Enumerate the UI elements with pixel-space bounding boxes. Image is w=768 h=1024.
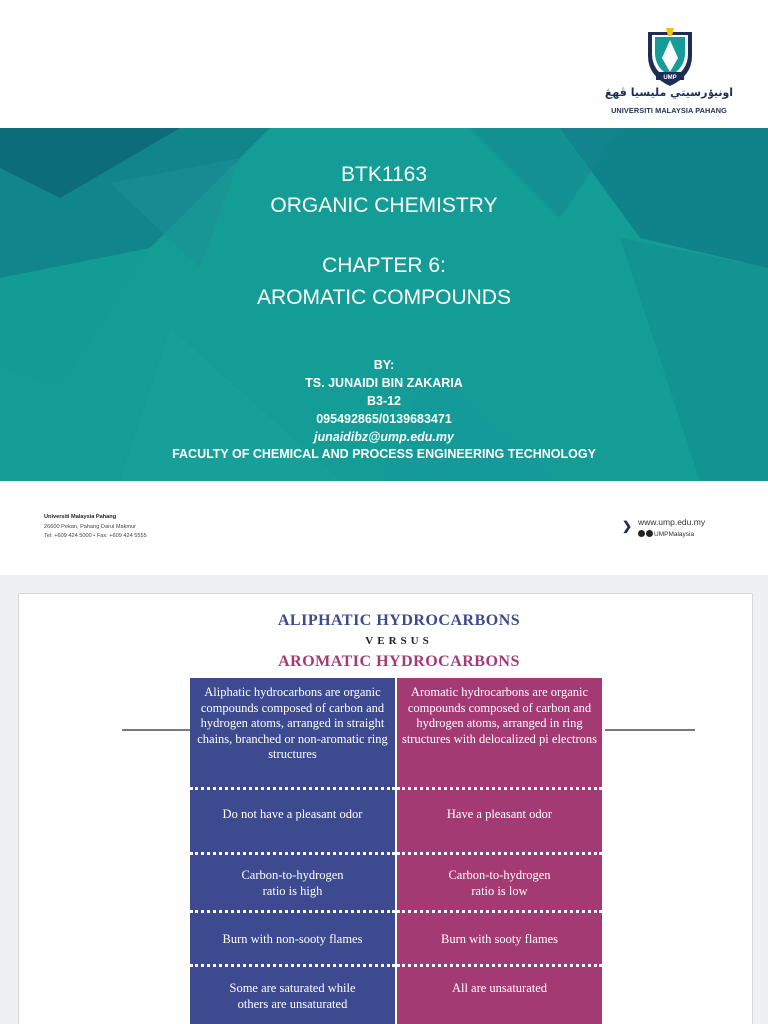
- lecturer-room: B3-12: [366, 394, 402, 408]
- aliphatic-ratio: Carbon-to-hydrogen ratio is high: [241, 868, 344, 898]
- row-separator: [190, 910, 395, 913]
- footer-street: 26600 Pekan, Pahang Darul Makmur: [44, 523, 137, 530]
- title-banner: [0, 128, 768, 481]
- logo-arabic-text: اونيۏرسيتي مليسيا ڤهڠ: [604, 86, 734, 99]
- aliphatic-definition: Aliphatic hydrocarbons are organic compounds composed of carbon and hydrogen atoms, arranged in straight chains, branched or non-aromatic ring structures: [197, 685, 388, 761]
- footer-website: www.ump.edu.my: [638, 517, 706, 527]
- lecturer-email: junaidibz@ump.edu.my: [314, 430, 454, 444]
- row-separator: [190, 852, 395, 855]
- chevron-right-icon: ❯: [622, 519, 633, 533]
- faculty-name: FACULTY OF CHEMICAL AND PROCESS ENGINEERING TECHNOLOGY: [172, 447, 596, 461]
- row-separator: [397, 787, 602, 790]
- row-separator: [397, 852, 602, 855]
- decorative-line-right: [605, 729, 695, 731]
- aliphatic-column: [190, 678, 395, 1024]
- footer-contact: Tel: +609 424 5000 • Fax: +609 424 5555: [44, 533, 147, 540]
- comparison-title-aliphatic: ALIPHATIC HYDROCARBONS: [277, 612, 521, 629]
- instagram-icon: [646, 530, 653, 537]
- footer-social-handle: UMPMalaysia: [654, 531, 695, 538]
- aromatic-odor: Have a pleasant odor: [446, 807, 553, 821]
- logo-badge-text: UMP: [663, 75, 677, 81]
- aromatic-saturation: All are unsaturated: [451, 981, 548, 995]
- aromatic-ratio: Carbon-to-hydrogen ratio is low: [448, 868, 551, 898]
- comparison-slide: [0, 575, 768, 1024]
- by-label: BY:: [373, 358, 395, 372]
- aromatic-flame: Burn with sooty flames: [440, 932, 558, 946]
- lecturer-phone: 095492865/0139683471: [316, 412, 452, 426]
- lecturer-name: TS. JUNAIDI BIN ZAKARIA: [305, 376, 463, 390]
- ump-shield-icon: [642, 26, 698, 88]
- aliphatic-saturation: Some are saturated while others are unsaturated: [229, 981, 356, 1011]
- course-code: BTK1163: [341, 163, 427, 186]
- chapter-title: AROMATIC COMPOUNDS: [257, 286, 511, 309]
- university-logo: [604, 26, 734, 122]
- comparison-title-aromatic: AROMATIC HYDROCARBONS: [278, 653, 520, 670]
- row-separator: [190, 787, 395, 790]
- aromatic-column: [397, 678, 602, 1024]
- row-separator: [397, 964, 602, 967]
- footer-address: [44, 513, 147, 542]
- aliphatic-flame: Burn with non-sooty flames: [222, 932, 363, 946]
- aliphatic-odor: Do not have a pleasant odor: [222, 807, 363, 821]
- chapter-number: CHAPTER 6:: [322, 254, 446, 277]
- footer-social: [638, 530, 694, 538]
- footer-links: [622, 517, 732, 541]
- facebook-icon: [638, 530, 645, 537]
- aromatic-definition: Aromatic hydrocarbons are organic compounds composed of carbon and hydrogen atoms, arranged in ring structures with delocalized pi electrons: [401, 685, 598, 746]
- course-name: ORGANIC CHEMISTRY: [270, 194, 498, 217]
- comparison-versus: VERSUS: [365, 635, 433, 647]
- footer-university: Universiti Malaysia Pahang: [44, 514, 117, 520]
- row-separator: [397, 910, 602, 913]
- logo-university-name: UNIVERSITI MALAYSIA PAHANG: [611, 106, 727, 115]
- row-separator: [190, 964, 395, 967]
